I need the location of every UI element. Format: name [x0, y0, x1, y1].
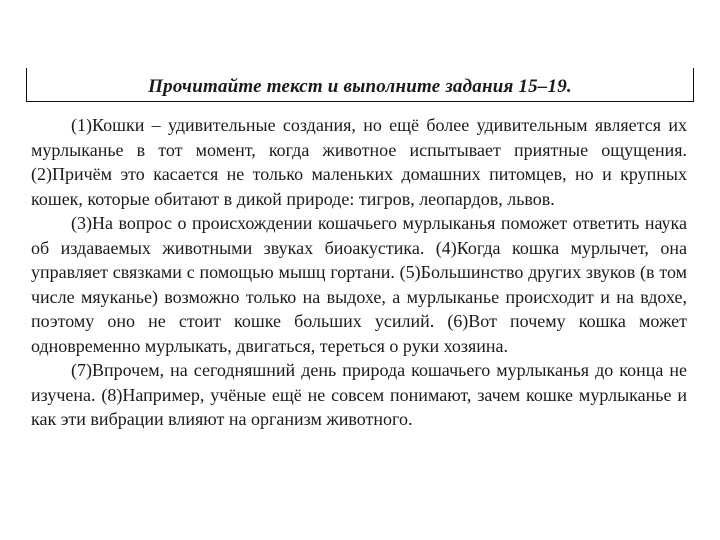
paragraph-2: (3)На вопрос о происхождении кошачьего мурлыканья поможет ответить наука об издаваемых животными звуках биоакустика. (4)Когда кошка мурлычет, она управляет связками с помощью мышц гортани. (5)Большинство других звуков (в том числе мяуканье) возможно только на выдохе, а мурлыканье происходит и на вдохе, поэтому оно не стоит кошке больших усилий. (6)Вот почему кошка может одновременно мурлыкать, двигаться, тереться о руки хозяина.	[31, 213, 687, 356]
reading-text	[31, 113, 687, 432]
heading-frame	[26, 68, 694, 102]
task-heading: Прочитайте текст и выполните задания 15–19.	[148, 76, 572, 97]
paragraph-3: (7)Впрочем, на сегодняшний день природа кошачьего мурлыканья до конца не изучена. (8)Например, учёные ещё не совсем понимают, зачем кошке мурлыканье и как эти вибрации влияют на организм животного.	[31, 360, 687, 429]
paragraph-1: (1)Кошки – удивительные создания, но ещё более удивительным является их мурлыканье в тот момент, когда животное испытывает приятные ощущения. (2)Причём это касается не только маленьких домашних питомцев, но и крупных кошек, которые обитают в дикой природе: тигров, леопардов, львов.	[31, 115, 687, 209]
